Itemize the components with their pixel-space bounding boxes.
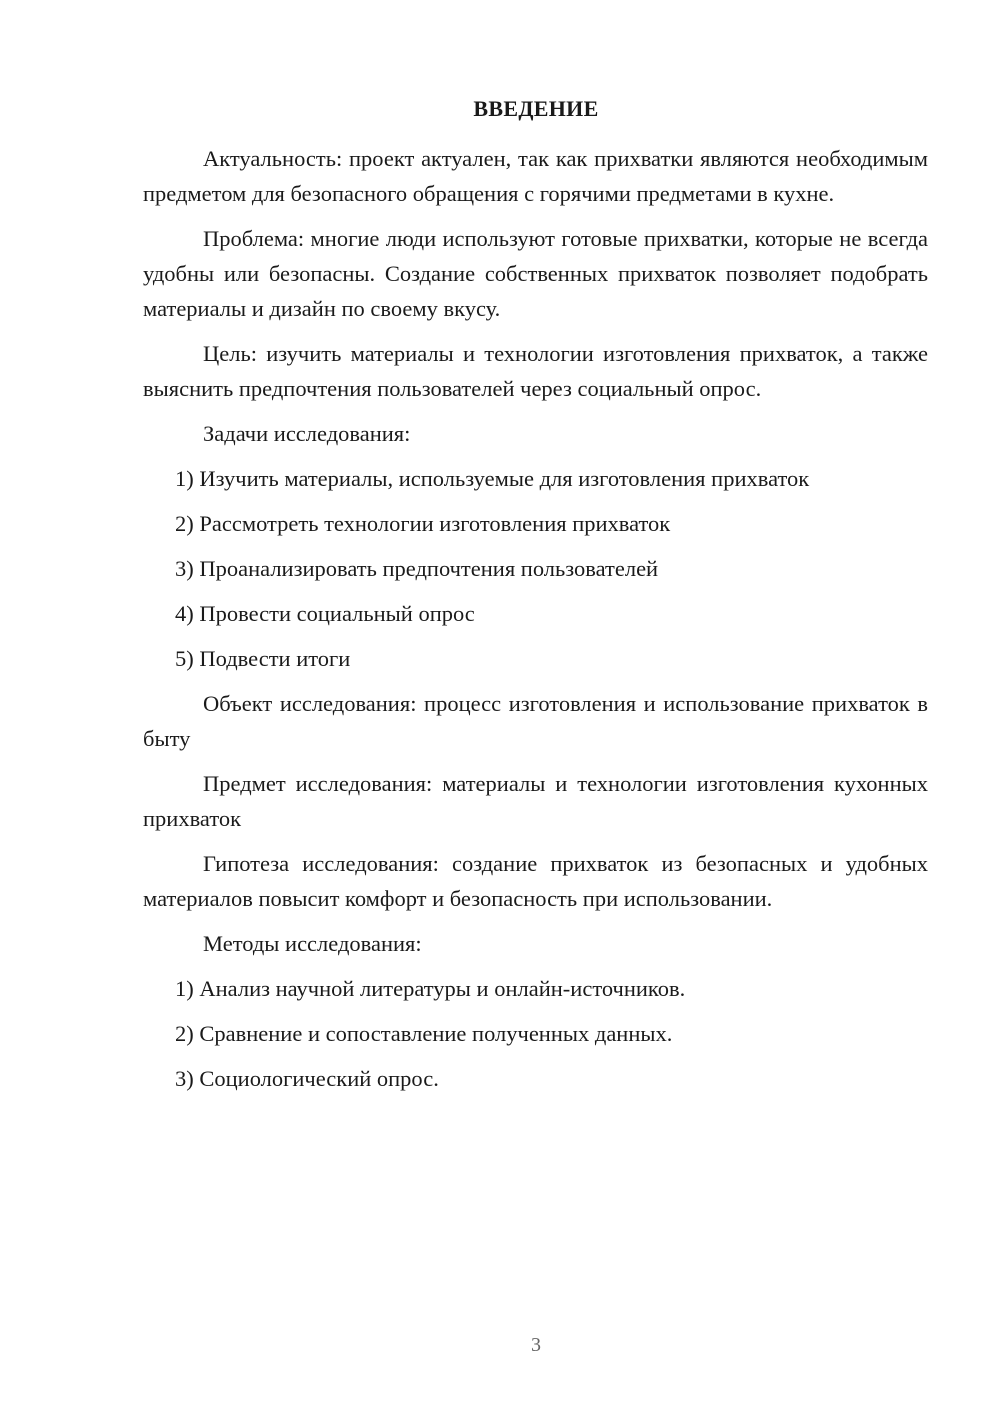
method-item: 1) Анализ научной литературы и онлайн-источников.	[175, 976, 686, 1001]
paragraph-hypothesis: Гипотеза исследования: создание прихваток из безопасных и удобных материалов повысит комфорт и безопасность при использовании.	[143, 851, 928, 911]
paragraph-subject: Предмет исследования: материалы и технологии изготовления кухонных прихваток	[143, 771, 928, 831]
task-item: 2) Рассмотреть технологии изготовления прихваток	[175, 511, 671, 536]
document-body	[143, 141, 928, 1106]
task-item: 1) Изучить материалы, используемые для изготовления прихваток	[175, 466, 810, 491]
methods-title: Методы исследования:	[203, 931, 422, 956]
paragraph-problem: Проблема: многие люди используют готовые прихватки, которые не всегда удобны или безопасны. Создание собственных прихваток позволяет подобрать материалы и дизайн по своему вкусу.	[143, 226, 928, 321]
method-item: 2) Сравнение и сопоставление полученных данных.	[175, 1021, 673, 1046]
paragraph-object: Объект исследования: процесс изготовления и использование прихваток в быту	[143, 691, 928, 751]
task-item: 3) Проанализировать предпочтения пользователей	[175, 556, 659, 581]
paragraph-relevance: Актуальность: проект актуален, так как прихватки являются необходимым предметом для безопасного обращения с горячими предметами в кухне.	[143, 146, 928, 206]
page-number: 3	[531, 1334, 541, 1356]
task-item: 5) Подвести итоги	[175, 646, 351, 671]
task-item: 4) Провести социальный опрос	[175, 601, 475, 626]
method-item: 3) Социологический опрос.	[175, 1066, 439, 1091]
page-title: ВВЕДЕНИЕ	[473, 96, 599, 121]
paragraph-goal: Цель: изучить материалы и технологии изготовления прихваток, а также выяснить предпочтения пользователей через социальный опрос.	[143, 341, 928, 401]
tasks-title: Задачи исследования:	[203, 421, 411, 446]
